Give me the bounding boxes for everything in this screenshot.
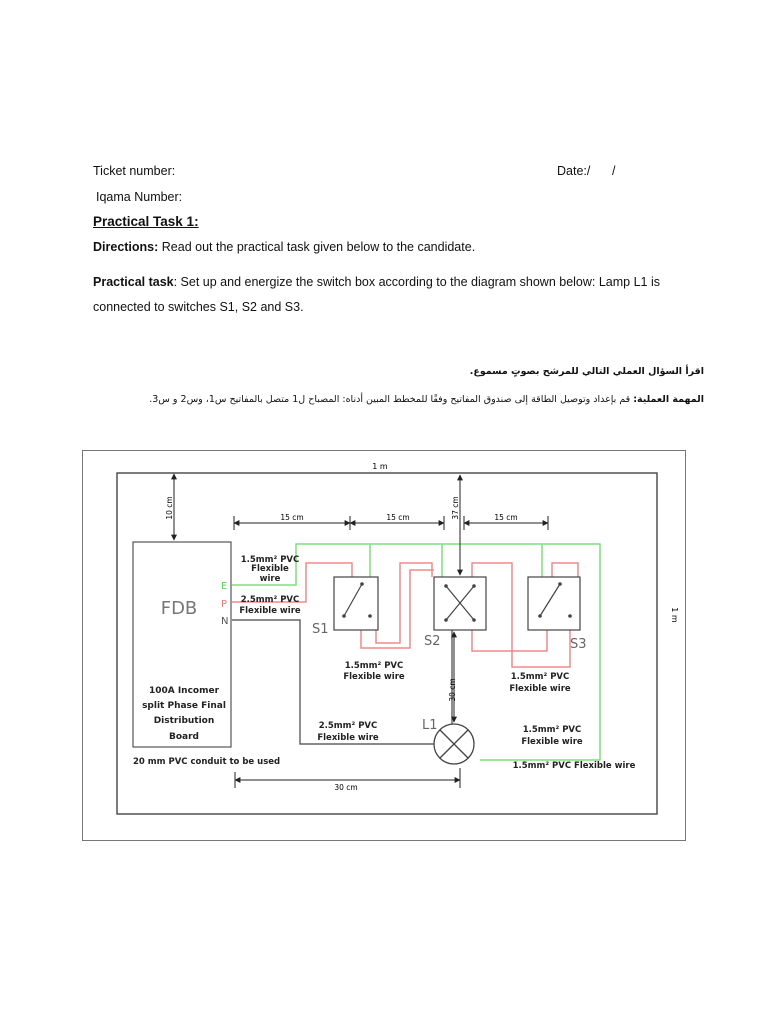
lamp-l1-label: L1 [422, 718, 438, 733]
arabic-task-line [149, 394, 704, 405]
wire-label-25-1: 2.5mm² PVC [240, 595, 300, 605]
switch-s3-label: S3 [570, 637, 587, 652]
svg-text:Board: Board [169, 732, 199, 742]
wire-label-n-1: 2.5mm² PVC [318, 721, 378, 731]
iqama-number-label: Iqama Number: [96, 190, 183, 204]
wire-label-lamp-2: Flexible wire [521, 737, 583, 747]
lamp-l1 [434, 724, 474, 764]
arabic-instruction-line: اقرأ السؤال العملي التالي للمرشح بصوتٍ مسموع. [469, 366, 704, 377]
dim-15cm-a-label: 15 cm [280, 513, 304, 522]
dim-15cm-b-label: 15 cm [386, 513, 410, 522]
practical-task-line-2: connected to switches S1, S2 and S3. [93, 300, 304, 314]
svg-text:Distribution: Distribution [153, 716, 215, 726]
dim-30cm-vertical-label: 30 cm [448, 678, 457, 702]
switch-s2-box [434, 577, 486, 630]
svg-text:100A Incomer: 100A Incomer [148, 686, 220, 696]
fdb-label: FDB [160, 598, 198, 619]
ticket-number-label: Ticket number: [93, 164, 176, 178]
wire-label-s1s2-1: 1.5mm² PVC [344, 661, 404, 671]
svg-text:split Phase Final: split Phase Final [142, 701, 226, 711]
terminal-n-label: N [221, 616, 229, 627]
wire-label-15-flex-2: Flexible [251, 564, 289, 574]
dim-10cm-label: 10 cm [165, 496, 174, 520]
dim-right-label: 1 m [670, 607, 679, 623]
wire-label-s3-1: 1.5mm² PVC [510, 672, 570, 682]
wire-label-bottom: 1.5mm² PVC Flexible wire [512, 761, 636, 771]
wire-label-n-2: Flexible wire [317, 733, 379, 743]
dim-top-label: 1 m [372, 462, 388, 471]
practical-task-label: Practical task [93, 275, 174, 289]
practical-task-text-1: : Set up and energize the switch box according to the diagram shown below: Lamp L1 is [173, 275, 661, 289]
wire-label-lamp-1: 1.5mm² PVC [522, 725, 582, 735]
date-slash: / [612, 164, 616, 178]
terminal-p-label: P [221, 599, 228, 610]
practical-task-line-1 [93, 275, 660, 289]
wire-label-s1s2-2: Flexible wire [343, 672, 405, 682]
wire-label-s3-2: Flexible wire [509, 684, 571, 694]
switch-s2-label: S2 [424, 634, 441, 649]
arabic-task-text: قم بإعداد وتوصيل الطاقة إلى صندوق المفاتيح وفقًا للمخطط المبين أدناه: المصباح ل1 متصل بالمفاتيح س1، وس2 و س3. [149, 394, 634, 405]
wire-label-25-2: Flexible wire [239, 606, 301, 616]
wiring-diagram [82, 450, 686, 841]
directions-text: Read out the practical task given below to the candidate. [158, 240, 476, 254]
switch-s3-box [528, 577, 580, 630]
date-label: Date:/ [557, 164, 591, 178]
wire-label-15-flex-1: 1.5mm² PVC [240, 555, 300, 565]
arabic-task-label: المهمة العملية: [633, 394, 704, 405]
switch-s1-label: S1 [312, 622, 329, 637]
conduit-note: 20 mm PVC conduit to be used [133, 757, 281, 767]
switch-s1-box [334, 577, 378, 630]
dim-30cm-horizontal-label: 30 cm [334, 783, 358, 792]
wire-label-15-flex-3: wire [259, 574, 281, 584]
dim-15cm-c-label: 15 cm [494, 513, 518, 522]
task-title: Practical Task 1: [93, 214, 199, 229]
directions-line [93, 240, 475, 254]
directions-label: Directions: [93, 240, 159, 254]
dim-37cm-label: 37 cm [451, 496, 460, 520]
terminal-e-label: E [221, 581, 228, 592]
